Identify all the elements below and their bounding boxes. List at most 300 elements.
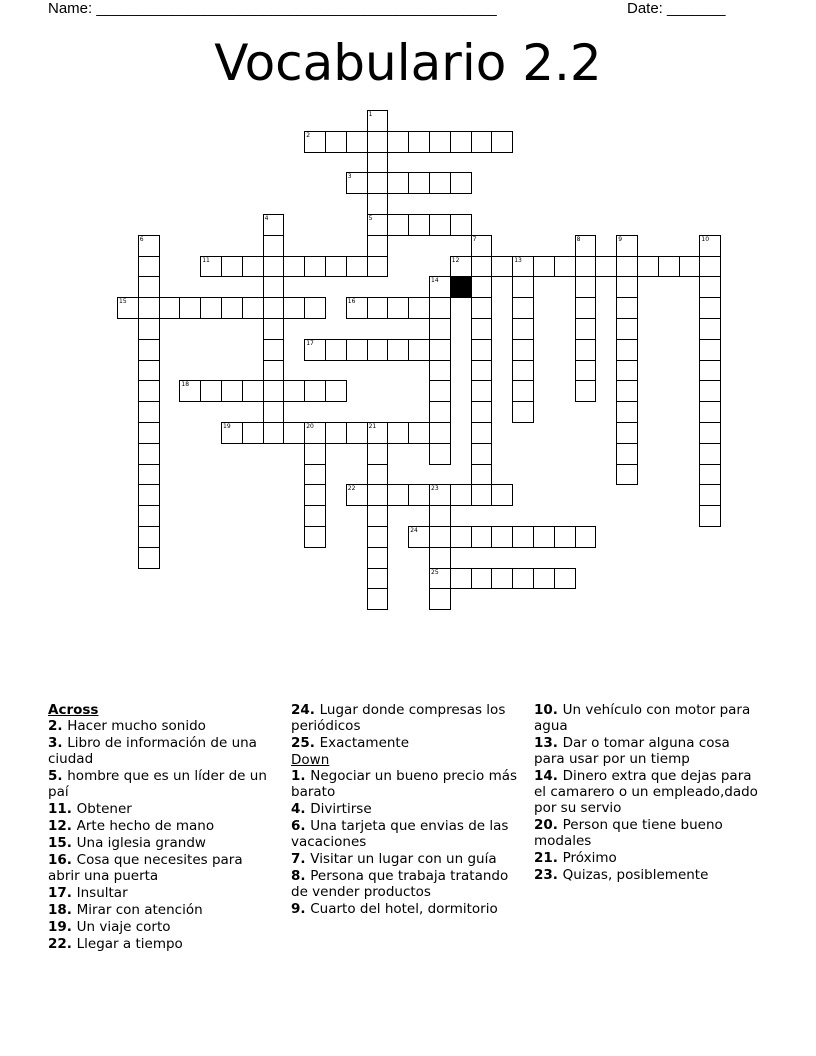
clue-text: Una tarjeta que envias de las vacaciones [291,818,509,850]
grid-cell[interactable] [699,505,721,527]
clue-text: Libro de información de una ciudad [48,735,257,767]
grid-cell[interactable] [325,131,347,153]
clue-across-24 [291,702,523,734]
grid-cell[interactable] [138,464,160,486]
grid-cell[interactable] [533,526,555,548]
clue-number: 15 . [48,835,77,851]
grid-cell[interactable] [242,422,264,444]
clue-down-1 [291,768,523,800]
grid-cell[interactable] [616,380,638,402]
grid-cell[interactable] [367,588,389,610]
grid-cell[interactable] [200,256,222,278]
clue-number: 1 . [291,768,310,784]
grid-cell[interactable] [471,256,493,278]
grid-cell[interactable] [304,484,326,506]
grid-cell[interactable] [263,318,285,340]
clue-down-20 [534,817,760,849]
grid-cell[interactable] [512,256,534,278]
grid-cell[interactable] [367,172,389,194]
clue-number: 21 . [534,850,563,866]
grid-cell[interactable] [471,380,493,402]
clue-down-6 [291,818,523,850]
grid-cell[interactable] [512,339,534,361]
grid-cell[interactable] [471,235,493,257]
grid-cell[interactable] [575,360,597,382]
grid-cell[interactable] [263,235,285,257]
across-heading: Across [48,702,99,718]
grid-cell[interactable] [699,360,721,382]
clue-number: 4 . [291,801,310,817]
grid-cell[interactable] [429,172,451,194]
grid-cell[interactable] [138,526,160,548]
clue-text: Visitar un lugar con un guía [310,851,497,867]
clue-across-17 [48,885,278,901]
grid-cell[interactable] [512,318,534,340]
grid-cell[interactable] [429,568,451,590]
grid-cell[interactable] [138,256,160,278]
grid-cell[interactable] [263,360,285,382]
grid-cell[interactable] [367,422,389,444]
grid-cell[interactable] [200,297,222,319]
grid-cell[interactable] [450,256,472,278]
grid-cell[interactable] [512,401,534,423]
clue-across-3 [48,735,278,767]
grid-cell[interactable] [658,256,680,278]
clue-text: Divirtirse [310,801,372,817]
grid-cell[interactable] [699,256,721,278]
cell-number: 4 [264,215,269,222]
clue-number: 7 . [291,851,310,867]
grid-cell[interactable] [221,380,243,402]
clue-text: Próximo [562,850,617,866]
across-clue-list [48,718,278,952]
clue-number: 19 . [48,919,77,935]
grid-cell[interactable] [179,297,201,319]
grid-cell[interactable] [325,256,347,278]
grid-cell[interactable] [263,401,285,423]
clues-column-3 [534,702,760,884]
grid-cell[interactable] [283,256,305,278]
name-field-label[interactable]: Name: ________________________________________________ [48,0,497,17]
grid-cell[interactable] [699,484,721,506]
grid-cell[interactable] [554,568,576,590]
grid-cell[interactable] [138,360,160,382]
grid-cell[interactable] [304,464,326,486]
grid-cell[interactable] [491,568,513,590]
grid-cell[interactable] [616,339,638,361]
grid-cell[interactable] [117,297,139,319]
grid-cell[interactable] [699,443,721,465]
grid-cell[interactable] [429,401,451,423]
grid-cell[interactable] [554,526,576,548]
clue-text: Persona que trabaja tratando de vender productos [291,868,509,900]
grid-cell[interactable] [408,422,430,444]
down-heading: Down [291,752,330,768]
clue-number: 11 . [48,801,77,817]
grid-cell[interactable] [325,339,347,361]
clue-number: 23 . [534,867,563,883]
cell-number: 21 [368,423,377,430]
grid-cell[interactable] [221,297,243,319]
grid-cell[interactable] [346,172,368,194]
grid-cell[interactable] [429,526,451,548]
grid-cell[interactable] [304,297,326,319]
clue-number: 22 . [48,936,77,952]
clue-text: Person que tiene bueno modales [534,817,723,849]
grid-cell[interactable] [533,568,555,590]
clues-column-2 [291,702,523,918]
clue-down-13 [534,735,760,767]
grid-cell[interactable] [346,256,368,278]
cell-number: 7 [472,235,477,243]
grid-cell[interactable] [367,526,389,548]
grid-cell[interactable] [387,297,409,319]
grid-cell[interactable] [242,380,264,402]
grid-cell[interactable] [138,318,160,340]
grid-cell[interactable] [367,235,389,257]
grid-cell[interactable] [304,339,326,361]
grid-cell[interactable] [595,256,617,278]
grid-cell[interactable] [533,256,555,278]
clue-number: 10 . [534,702,563,718]
cell-number: 25 [431,568,439,576]
grid-cell[interactable] [325,422,347,444]
grid-cell[interactable] [512,360,534,382]
grid-cell[interactable] [512,526,534,548]
grid-cell[interactable] [408,172,430,194]
grid-cell[interactable] [159,297,181,319]
grid-cell[interactable] [429,214,451,236]
grid-cell[interactable] [263,339,285,361]
clue-number: 25 . [291,735,320,751]
clue-number: 13 . [534,735,563,751]
cell-number: 6 [139,235,144,243]
clue-text: Obtener [76,801,132,817]
grid-cell[interactable] [575,276,597,298]
cell-number: 9 [618,235,623,243]
grid-cell[interactable] [242,256,264,278]
grid-cell[interactable] [699,276,721,298]
cell-number: 13 [514,256,522,264]
grid-cell[interactable] [408,214,430,236]
cell-number: 8 [576,235,581,243]
grid-cell[interactable] [346,131,368,153]
grid-cell[interactable] [367,339,389,361]
grid-cell[interactable] [408,297,430,319]
page-title: Vocabulario 2.2 [214,34,602,92]
grid-cell[interactable] [512,380,534,402]
grid-cell[interactable] [304,256,326,278]
grid-cell[interactable] [512,568,534,590]
clue-down-21 [534,850,760,866]
clue-text: Cuarto del hotel, dormitorio [310,901,498,917]
grid-cell[interactable] [387,214,409,236]
grid-cell[interactable] [471,339,493,361]
date-field-label[interactable]: Date: _______ [627,0,726,17]
grid-cell[interactable] [471,360,493,382]
grid-cell[interactable] [429,131,451,153]
black-cell [450,276,472,298]
grid-cell[interactable] [367,193,389,215]
grid-cell[interactable] [616,235,638,257]
cell-number: 18 [181,381,190,389]
cell-number: 11 [202,256,210,264]
grid-cell[interactable] [575,297,597,319]
clue-text: Exactamente [319,735,410,751]
cell-number: 3 [347,173,352,181]
grid-cell[interactable] [471,526,493,548]
clue-text: Mirar con atención [76,902,203,918]
grid-cell[interactable] [471,276,493,298]
clue-text: Quizas, posiblemente [562,867,709,883]
grid-cell[interactable] [387,422,409,444]
clue-number: 6 . [291,818,310,834]
grid-cell[interactable] [304,526,326,548]
grid-cell[interactable] [471,297,493,319]
grid-cell[interactable] [408,526,430,548]
grid-cell[interactable] [616,464,638,486]
clue-text: Negociar un bueno precio más barato [291,768,518,800]
grid-cell[interactable] [429,505,451,527]
grid-cell[interactable] [471,464,493,486]
clue-text: Un vehículo con motor para agua [534,702,751,734]
grid-cell[interactable] [699,464,721,486]
down-clue-list [291,768,523,917]
cell-number: 5 [368,215,373,222]
grid-cell[interactable] [283,297,305,319]
cell-number: 16 [347,298,356,306]
clue-across-19 [48,919,278,935]
grid-cell[interactable] [346,422,368,444]
grid-cell[interactable] [367,152,389,174]
grid-cell[interactable] [616,276,638,298]
grid-cell[interactable] [242,297,264,319]
grid-cell[interactable] [699,422,721,444]
grid-cell[interactable] [616,360,638,382]
grid-cell[interactable] [283,380,305,402]
clue-number: 2 . [48,718,67,734]
grid-cell[interactable] [138,505,160,527]
clue-text: Lugar donde compresas los periódicos [291,702,506,734]
grid-cell[interactable] [138,484,160,506]
grid-cell[interactable] [221,422,243,444]
clue-across-22 [48,936,278,952]
grid-cell[interactable] [429,443,451,465]
grid-cell[interactable] [138,276,160,298]
cell-number: 14 [431,277,439,285]
grid-cell[interactable] [304,131,326,153]
clue-text: Hacer mucho sonido [67,718,206,734]
grid-cell[interactable] [450,214,472,236]
grid-cell[interactable] [304,505,326,527]
grid-cell[interactable] [367,256,389,278]
grid-cell[interactable] [367,484,389,506]
grid-cell[interactable] [575,339,597,361]
grid-cell[interactable] [367,464,389,486]
grid-cell[interactable] [263,380,285,402]
grid-cell[interactable] [138,443,160,465]
grid-cell[interactable] [429,422,451,444]
grid-cell[interactable] [367,568,389,590]
grid-cell[interactable] [616,401,638,423]
grid-cell[interactable] [408,339,430,361]
cell-number: 15 [119,298,127,306]
grid-cell[interactable] [429,547,451,569]
down-clue-list-continued [534,702,760,883]
grid-cell[interactable] [138,401,160,423]
grid-cell[interactable] [575,256,597,278]
grid-cell[interactable] [387,172,409,194]
clues-column-1 [48,702,278,953]
grid-cell[interactable] [429,380,451,402]
cell-number: 10 [701,235,710,243]
grid-cell[interactable] [637,256,659,278]
grid-cell[interactable] [471,484,493,506]
grid-cell[interactable] [263,276,285,298]
grid-cell[interactable] [179,380,201,402]
grid-cell[interactable] [471,131,493,153]
grid-cell[interactable] [575,235,597,257]
grid-cell[interactable] [387,339,409,361]
clue-down-10 [534,702,760,734]
grid-cell[interactable] [138,380,160,402]
clue-text: Una iglesia grandw [76,835,206,851]
grid-cell[interactable] [699,297,721,319]
grid-cell[interactable] [491,131,513,153]
clue-across-16 [48,852,278,884]
grid-cell[interactable] [616,256,638,278]
grid-cell[interactable] [346,484,368,506]
grid-cell[interactable] [699,235,721,257]
grid-cell[interactable] [367,214,389,236]
grid-cell[interactable] [138,422,160,444]
grid-cell[interactable] [429,276,451,298]
clue-text: Insultar [76,885,128,901]
grid-cell[interactable] [512,276,534,298]
grid-cell[interactable] [575,526,597,548]
grid-cell[interactable] [616,318,638,340]
grid-cell[interactable] [304,422,326,444]
grid-cell[interactable] [616,297,638,319]
grid-cell[interactable] [367,443,389,465]
grid-cell[interactable] [699,401,721,423]
grid-cell[interactable] [138,547,160,569]
grid-cell[interactable] [491,526,513,548]
grid-cell[interactable] [200,380,222,402]
grid-cell[interactable] [367,110,389,132]
grid-cell[interactable] [283,422,305,444]
clue-text: Llegar a tiempo [76,936,183,952]
grid-cell[interactable] [575,318,597,340]
clue-text: Arte hecho de mano [76,818,215,834]
grid-cell[interactable] [325,380,347,402]
cell-number: 1 [368,111,373,118]
cell-number: 2 [306,131,311,139]
grid-cell[interactable] [491,256,513,278]
grid-cell[interactable] [263,297,285,319]
clue-across-25 [291,735,523,751]
grid-cell[interactable] [450,568,472,590]
grid-cell[interactable] [367,131,389,153]
cell-number: 17 [306,339,314,347]
cell-number: 19 [223,423,231,430]
grid-cell[interactable] [450,131,472,153]
grid-cell[interactable] [263,256,285,278]
grid-cell[interactable] [554,256,576,278]
grid-cell[interactable] [471,443,493,465]
grid-cell[interactable] [367,547,389,569]
grid-cell[interactable] [450,484,472,506]
grid-cell[interactable] [304,380,326,402]
clue-down-14 [534,768,760,816]
clue-across-5 [48,768,278,800]
grid-cell[interactable] [138,235,160,257]
clue-number: 12 . [48,818,77,834]
grid-cell[interactable] [512,297,534,319]
grid-cell[interactable] [616,422,638,444]
grid-cell[interactable] [491,484,513,506]
clue-across-11 [48,801,278,817]
grid-cell[interactable] [387,131,409,153]
grid-cell[interactable] [346,297,368,319]
grid-cell[interactable] [346,339,368,361]
grid-cell[interactable] [450,172,472,194]
grid-cell[interactable] [471,422,493,444]
grid-cell[interactable] [263,214,285,236]
grid-cell[interactable] [699,318,721,340]
cell-number: 24 [410,527,418,534]
grid-cell[interactable] [471,401,493,423]
grid-cell[interactable] [367,505,389,527]
grid-cell[interactable] [679,256,701,278]
clue-text: hombre que es un líder de un paí [48,768,267,800]
grid-cell[interactable] [616,443,638,465]
grid-cell[interactable] [429,297,451,319]
clue-text: Dinero extra que dejas para el camarero o un empleado,dado por su servio [534,768,758,816]
clue-across-15 [48,835,278,851]
grid-cell[interactable] [138,339,160,361]
grid-cell[interactable] [408,131,430,153]
clue-across-18 [48,902,278,918]
grid-cell[interactable] [263,422,285,444]
grid-cell[interactable] [408,484,430,506]
clue-number: 5 . [48,768,67,784]
grid-cell[interactable] [699,380,721,402]
grid-cell[interactable] [429,484,451,506]
grid-cell[interactable] [471,318,493,340]
grid-cell[interactable] [699,339,721,361]
grid-cell[interactable] [367,297,389,319]
cell-number: 12 [451,256,460,264]
grid-cell[interactable] [575,380,597,402]
grid-cell[interactable] [221,256,243,278]
grid-cell[interactable] [304,443,326,465]
grid-cell[interactable] [471,568,493,590]
grid-cell[interactable] [429,360,451,382]
clue-number: 24 . [291,702,320,718]
grid-cell[interactable] [429,318,451,340]
grid-cell[interactable] [450,526,472,548]
clue-across-12 [48,818,278,834]
grid-cell[interactable] [387,484,409,506]
cell-number: 23 [431,485,439,493]
clue-number: 17 . [48,885,77,901]
clue-down-8 [291,868,523,900]
grid-cell[interactable] [429,588,451,610]
grid-cell[interactable] [138,297,160,319]
grid-cell[interactable] [429,339,451,361]
across-clue-list-continued [291,702,523,751]
